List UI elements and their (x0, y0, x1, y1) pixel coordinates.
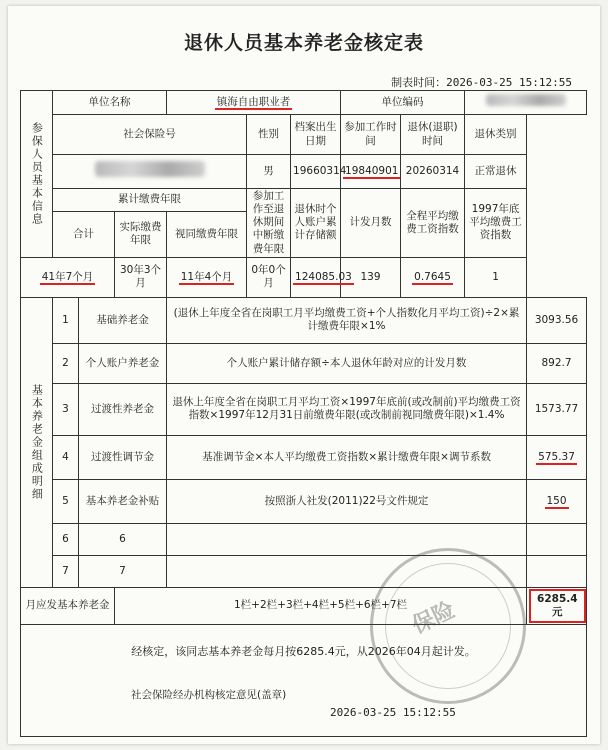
retire-type-value: 正常退休 (465, 155, 527, 189)
row-no: 6 (53, 523, 79, 555)
page-title: 退休人员基本养老金核定表 (183, 32, 424, 54)
row-amount: 892.7 (527, 343, 587, 383)
unit-name-value: 镇海自由职业者 (216, 95, 291, 108)
approval-cell (21, 624, 587, 736)
gender-label: 性别 (247, 115, 291, 155)
deemed-label: 视同缴费年限 (167, 211, 247, 257)
row-name: 基础养老金 (79, 297, 167, 343)
official-seal-icon: 保险 (370, 548, 526, 704)
monthly-label: 月应发基本养老金 (21, 587, 115, 624)
row-amount: 575.37 (538, 450, 575, 463)
row-formula: 基准调节金×本人平均缴费工资指数×累计缴费年限×调节系数 (167, 435, 527, 479)
row-no: 1 (53, 297, 79, 343)
row-name: 个人账户养老金 (79, 343, 167, 383)
interrupt-value: 0年0个月 (247, 257, 291, 297)
retire-type-label: 退休类别 (465, 115, 527, 155)
row-no: 5 (53, 479, 79, 523)
made-time-label: 制表时间： (391, 76, 447, 89)
account-label: 退休时个人账户累计存储额 (291, 189, 341, 258)
row-amount (527, 523, 587, 555)
total-label: 合计 (53, 211, 115, 257)
actual-label: 实际缴费年限 (115, 211, 167, 257)
row-name: 过渡性调节金 (79, 435, 167, 479)
table-row (21, 297, 587, 343)
actual-years-value: 30年3个月 (115, 257, 167, 297)
row-amount: 1573.77 (527, 383, 587, 435)
row-formula: (退休上年度全省在岗职工月平均缴费工资+个人指数化月平均工资)÷2×累计缴费年限×1% (167, 297, 527, 343)
made-time-value: 2026-03-25 15:12:55 (446, 76, 572, 89)
cum-years-label: 累计缴费年限 (53, 189, 247, 212)
index-label: 全程平均缴费工资指数 (401, 189, 465, 258)
redacted-unit-code (486, 94, 566, 106)
row-formula (167, 555, 527, 587)
table-row (21, 523, 587, 555)
made-time (391, 74, 572, 90)
account-value: 124085.03 (295, 270, 352, 283)
row-formula (167, 523, 527, 555)
total-years-value: 41年7个月 (41, 270, 94, 283)
table-row (21, 343, 587, 383)
table-row (21, 435, 587, 479)
index-value: 0.7645 (414, 270, 451, 283)
deemed-years-value: 11年4个月 (180, 270, 233, 283)
monthly-amount: 6285.4元 (529, 589, 586, 623)
pension-table (20, 90, 587, 737)
row-name: 7 (79, 555, 167, 587)
row-formula: 按照浙人社发(2011)22号文件规定 (167, 479, 527, 523)
row-no: 3 (53, 383, 79, 435)
row-amount (527, 555, 587, 587)
side-label-breakdown: 基本养老金组成明细 (21, 297, 53, 587)
row-formula: 退休上年度全省在岗职工月平均工资×1997年底前(或改制前)平均缴费工资指数×1997年12月31日前缴费年限(或改制前视同缴费年限)×1.4% (167, 383, 527, 435)
redacted-ss-no (95, 161, 205, 177)
row-name: 基本养老金补贴 (79, 479, 167, 523)
ss-no-label: 社会保险号 (53, 115, 247, 155)
approval-agency: 社会保险经办机构核定意见(盖章) (131, 688, 287, 701)
retire-time-value: 20260314 (401, 155, 465, 189)
unit-code-label: 单位编码 (341, 91, 465, 115)
row-name: 过渡性养老金 (79, 383, 167, 435)
row-name: 6 (79, 523, 167, 555)
row-no: 2 (53, 343, 79, 383)
row-amount: 3093.56 (527, 297, 587, 343)
approval-date: 2026-03-25 15:12:55 (330, 706, 456, 719)
row-formula: 个人账户累计储存额÷本人退休年龄对应的计发月数 (167, 343, 527, 383)
approval-text: 经核定，该同志基本养老金每月按6285.4元，从2026年04月起计发。 (131, 644, 476, 658)
interrupt-label: 参加工作至退休期间中断缴费年限 (247, 189, 291, 258)
table-row (21, 555, 587, 587)
retire-label: 退休(退职)时间 (401, 115, 465, 155)
table-row (21, 383, 587, 435)
work-start-label: 参加工作时间 (341, 115, 401, 155)
index1997-value: 1 (465, 257, 527, 297)
row-no: 7 (53, 555, 79, 587)
side-label-info: 参保人员基本信息 (21, 91, 53, 258)
work-start-value: 19840901 (345, 164, 399, 177)
monthly-formula: 1栏+2栏+3栏+4栏+5栏+6栏+7栏 (115, 587, 527, 624)
row-amount: 150 (546, 494, 567, 507)
birth-value: 19660314 (291, 155, 341, 189)
unit-name-label: 单位名称 (53, 91, 167, 115)
index1997-label: 1997年底平均缴费工资指数 (465, 189, 527, 258)
table-row (21, 479, 587, 523)
row-no: 4 (53, 435, 79, 479)
birth-label: 档案出生日期 (291, 115, 341, 155)
months-label: 计发月数 (341, 189, 401, 258)
months-value: 139 (341, 257, 401, 297)
gender-value: 男 (247, 155, 291, 189)
